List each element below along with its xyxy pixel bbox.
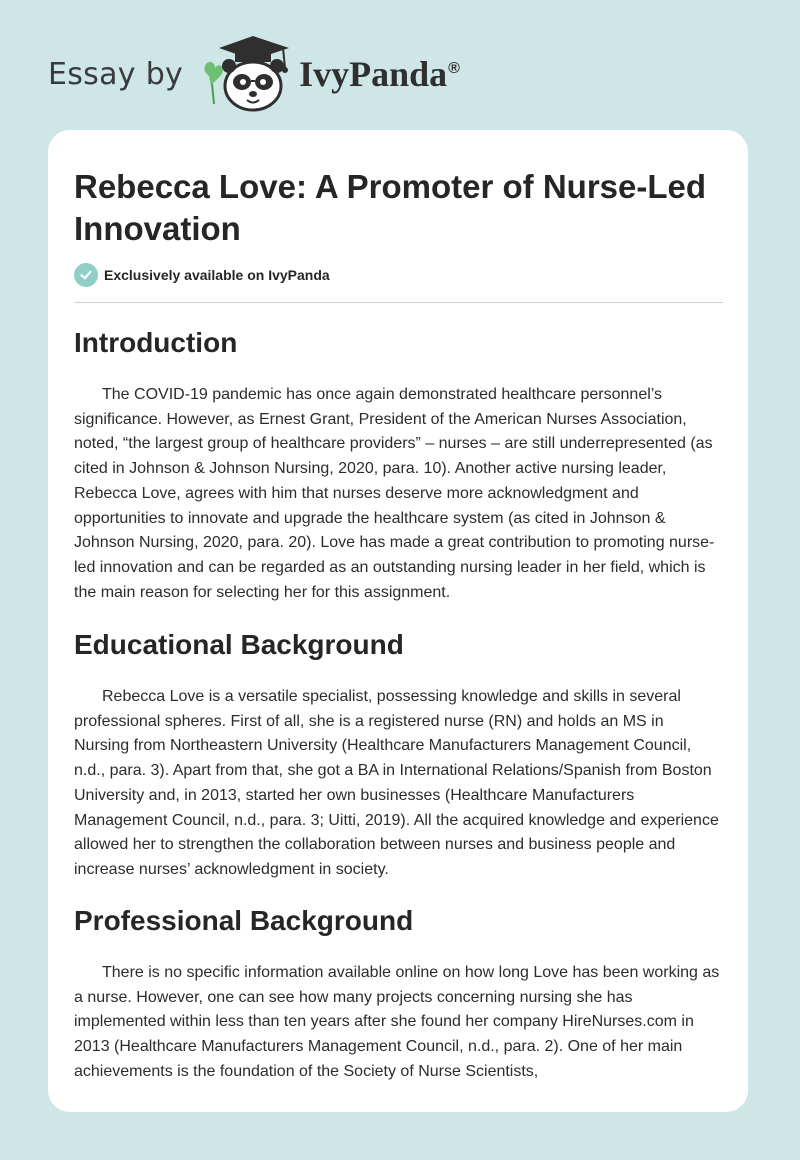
section-heading: Introduction [74, 327, 238, 358]
brand-name[interactable]: IvyPanda® [299, 54, 460, 94]
exclusive-label: Exclusively available on IvyPanda [104, 267, 330, 283]
essay-by-label: Essay by [48, 56, 184, 92]
section-heading: Educational Background [74, 629, 404, 660]
section-introduction [74, 326, 723, 605]
divider [74, 302, 723, 303]
essay-title: Rebecca Love: A Promoter of Nurse-Led Innovation [74, 168, 707, 247]
essay-card [48, 130, 748, 1112]
section-professional-background [74, 904, 723, 1085]
section-paragraph: There is no specific information available online on how long Love has been working as a nurse. However, one can see how many projects concerning nursing she has implemented within less than ten years after she found her company HireNurses.com in 2013 (Healthcare Manufacturers Management Council, n.d., para. 2). One of her main achievements is the foundation of the Society of Nurse Scientists, [74, 964, 720, 1080]
check-icon [74, 263, 98, 287]
section-educational-background [74, 628, 723, 883]
exclusive-badge [74, 263, 330, 287]
ivypanda-logo-icon[interactable] [201, 34, 293, 114]
section-paragraph: Rebecca Love is a versatile specialist, possessing knowledge and skills in several professional spheres. First of all, she is a registered nurse (RN) and holds an MS in Nursing from Northeastern University (Healthcare Manufacturers Management Council, n.d., para. 3). Apart from that, she got a BA in International Relations/Spanish from Boston University and, in 2013, started her own businesses (Healthcare Manufacturers Management Council, n.d., para. 3; Uitti, 2019). All the acquired knowledge and experience allowed her to strengthen the collaboration between nurses and business people and increase nurses’ acknowledgment in society. [74, 688, 719, 878]
site-header [48, 34, 460, 114]
section-paragraph: The COVID-19 pandemic has once again demonstrated healthcare personnel’s significance. However, as Ernest Grant, President of the American Nurses Association, noted, “the largest group of healthcare providers” – nurses – are still underrepresented (as cited in Johnson & Johnson Nursing, 2020, para. 10). Another active nursing leader, Rebecca Love, agrees with him that nurses deserve more acknowledgment and opportunities to innovate and upgrade the healthcare system (as cited in Johnson & Johnson Nursing, 2020, para. 20). Love has made a great contribution to promoting nurse-led innovation and can be regarded as an outstanding nursing leader in her field, which is the main reason for selecting her for this assignment. [74, 386, 715, 601]
section-heading: Professional Background [74, 905, 414, 936]
